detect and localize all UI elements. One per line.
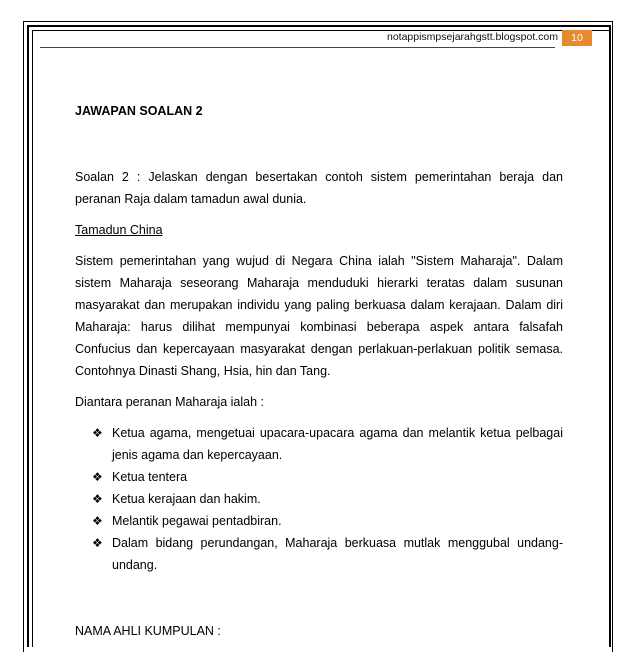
spacer <box>75 413 563 422</box>
spacer <box>75 241 563 250</box>
members-title: NAMA AHLI KUMPULAN : <box>75 624 221 638</box>
roles-intro: Diantara peranan Maharaja ialah : <box>75 395 265 409</box>
document-body <box>75 100 563 642</box>
diamond-bullet-icon: ❖ <box>92 426 103 440</box>
section-paragraph: Sistem pemerintahan yang wujud di Negara China ialah "Sistem Maharaja". Dalam sistem Maharaja seseorang Maharaja menduduki hierarki teratas dalam susunan masyarakat dan merupakan individu yang paling berkuasa dalam kerajaan. Dalam diri Maharaja: harus dilihat mempunyai kombinasi beberapa aspek antara falsafah Confucius dan kepercayaan masyarakat dengan perlakuan-perlakuan politik semasa. Contohnya Dinasti Shang, Hsia, hin dan Tang. <box>75 254 563 378</box>
list-item: ❖ Ketua tentera <box>75 466 563 488</box>
list-item: ❖ Melantik pegawai pentadbiran. <box>75 510 563 532</box>
spacer <box>75 576 563 620</box>
diamond-bullet-icon: ❖ <box>92 536 103 550</box>
roles-list <box>75 422 563 576</box>
question-text: Soalan 2 : Jelaskan dengan besertakan contoh sistem pemerintahan beraja dan peranan Raja dalam tamadun awal dunia. <box>75 170 563 206</box>
spacer <box>75 122 563 166</box>
section-title: Tamadun China <box>75 223 163 237</box>
header-site-url: notappismpsejarahgstt.blogspot.com <box>386 31 558 43</box>
diamond-bullet-icon: ❖ <box>92 470 103 484</box>
list-item: ❖ Ketua kerajaan dan hakim. <box>75 488 563 510</box>
list-item: ❖ Dalam bidang perundangan, Maharaja berkuasa mutlak menggubal undang-undang. <box>75 532 563 576</box>
diamond-bullet-icon: ❖ <box>92 492 103 506</box>
page-number-badge: 10 <box>562 30 592 46</box>
spacer <box>75 210 563 219</box>
header-rule <box>40 47 555 48</box>
spacer <box>75 382 563 391</box>
list-item: ❖ Ketua agama, mengetuai upacara-upacara agama dan melantik ketua pelbagai jenis agama dan kepercayaan. <box>75 422 563 466</box>
diamond-bullet-icon: ❖ <box>92 514 103 528</box>
page-header <box>0 30 638 46</box>
answer-heading: JAWAPAN SOALAN 2 <box>75 104 203 118</box>
